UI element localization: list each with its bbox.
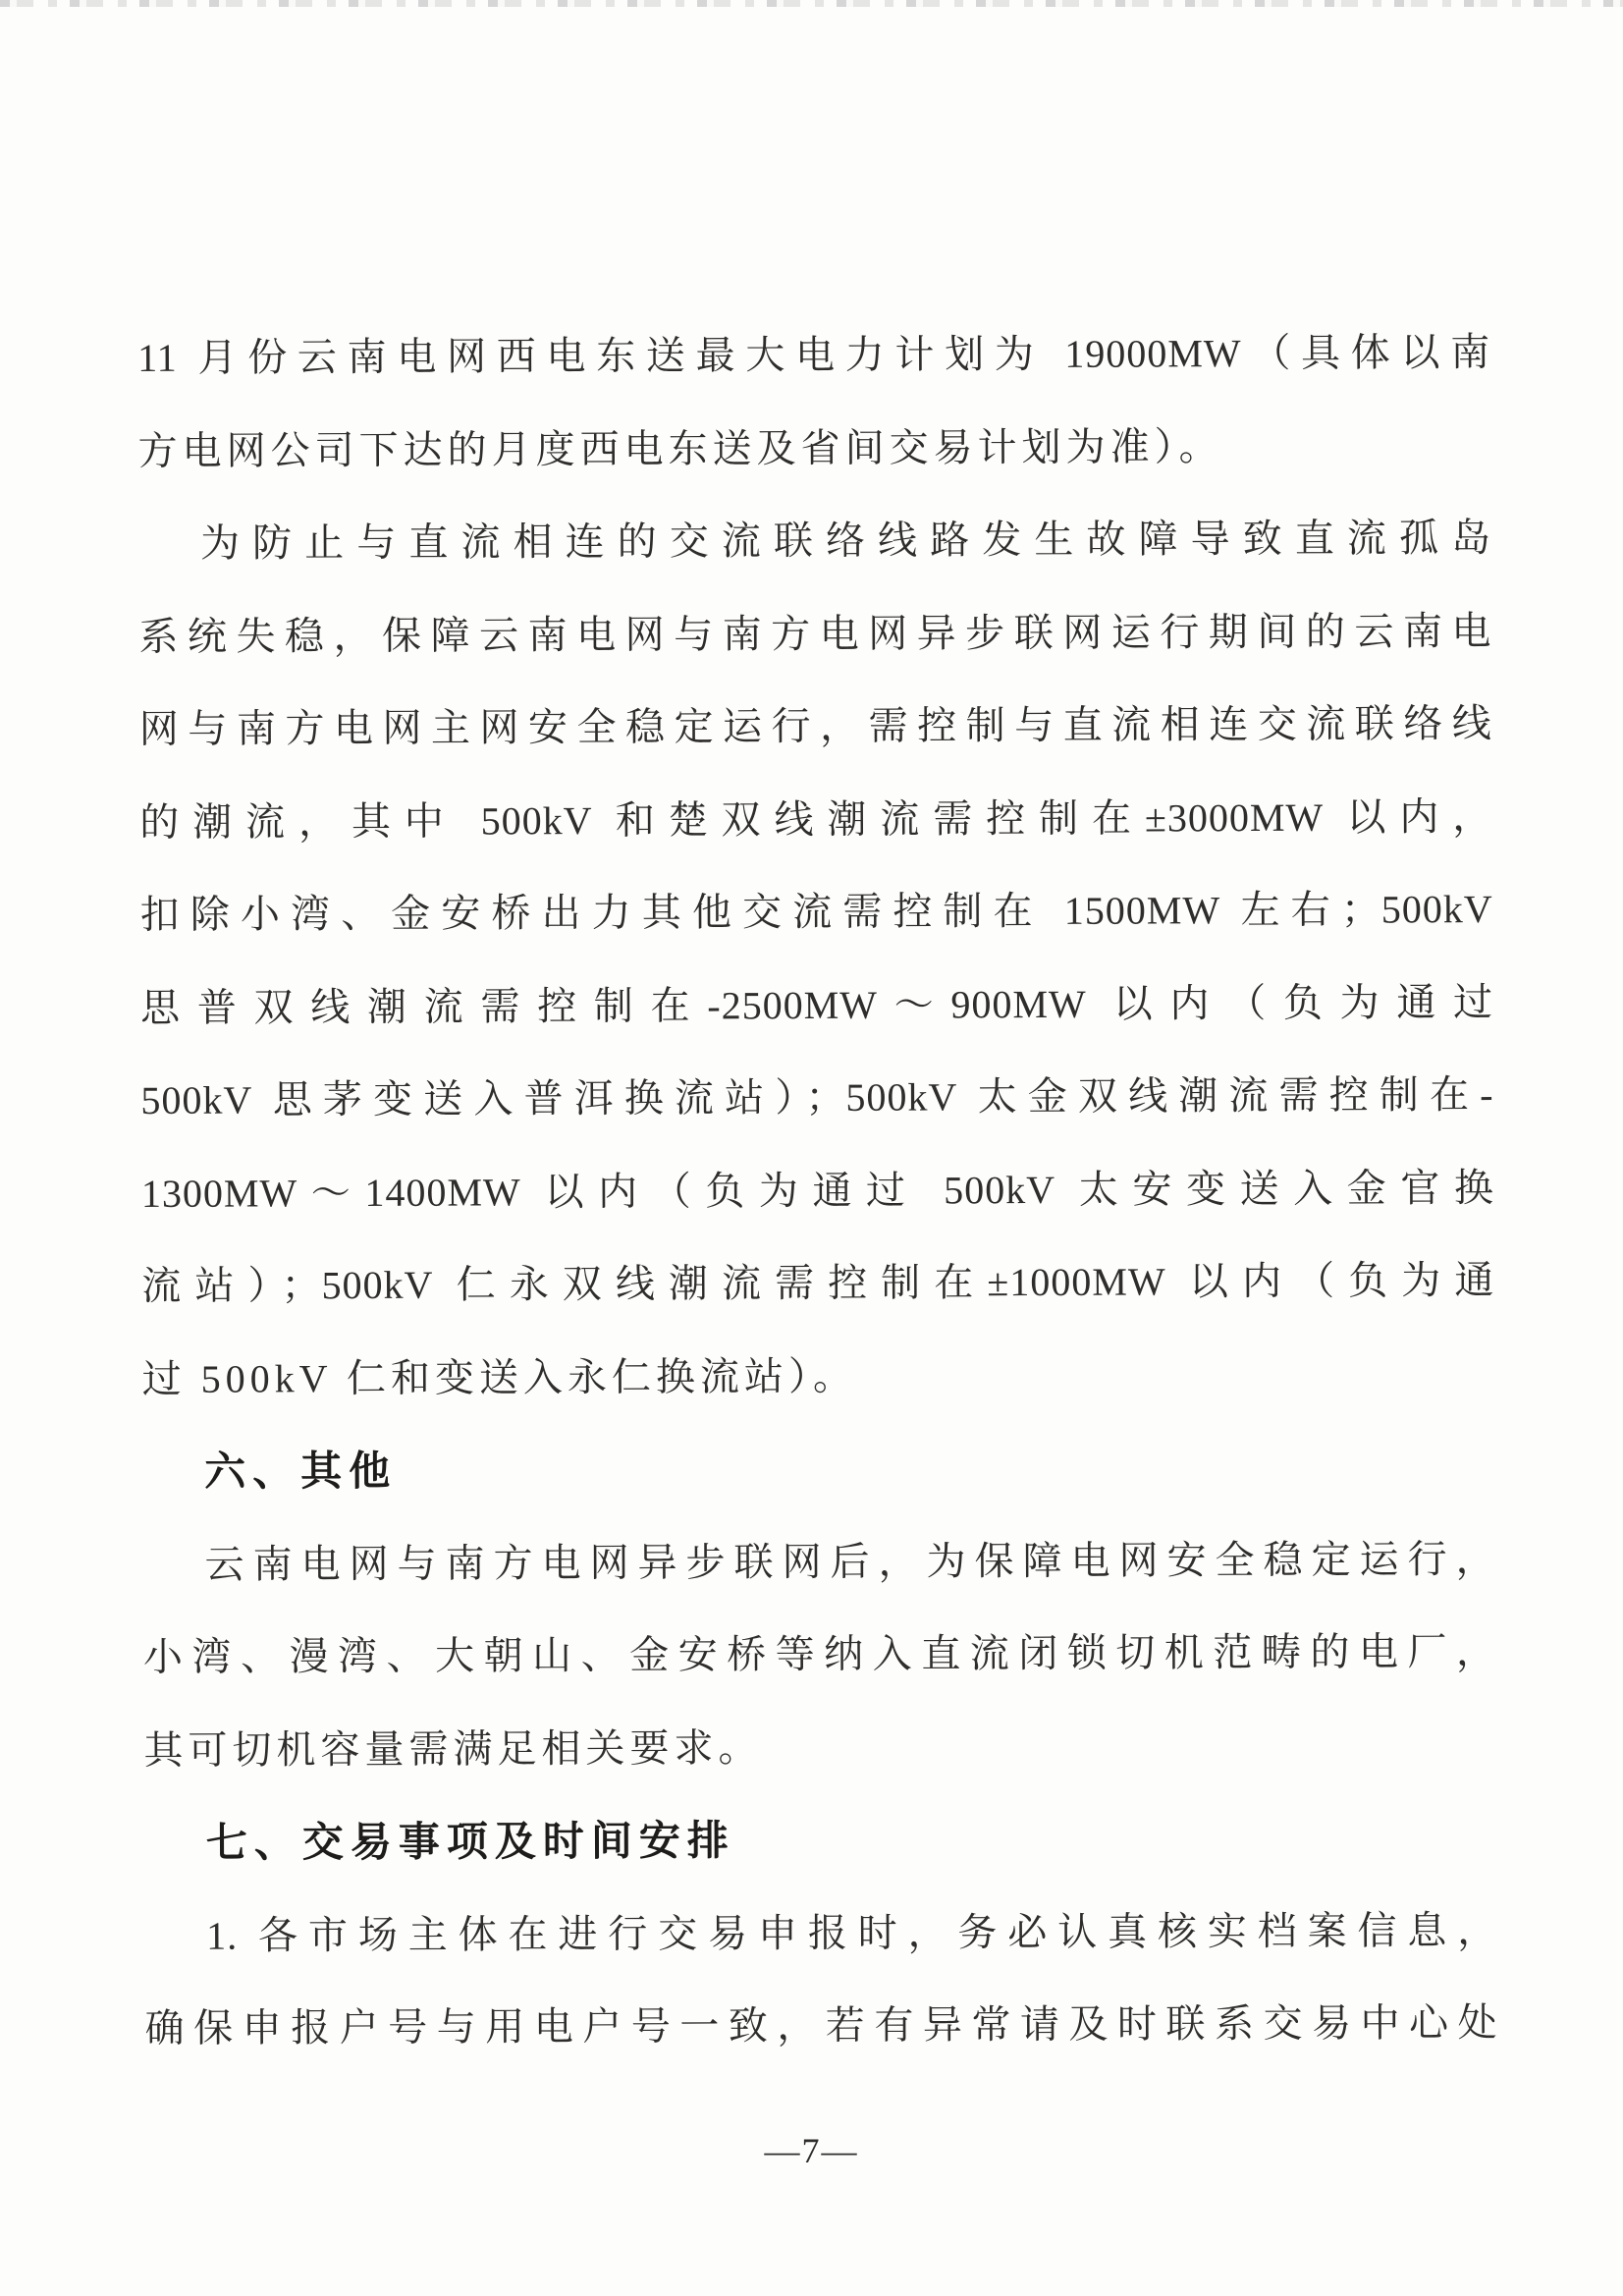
section-heading: 七、交易事项及时间安排: [205, 1817, 735, 1866]
text-line: 其可切机容量需满足相关要求。: [143, 1724, 763, 1773]
text-line: 网与南方电网主网安全稳定运行，需控制与直流相连交流联络线: [138, 700, 1492, 751]
text-line: 扣除小湾、金安桥出力其他交流需控制在 1500MW 左右；500kV: [139, 886, 1493, 937]
text-line: 过 500kV 仁和变送入永仁换流站）。: [141, 1353, 858, 1401]
text-line: 方电网公司下达的月度西电东送及省间交易计划为准）。: [137, 423, 1223, 473]
text-line: 的潮流，其中 500kV 和楚双线潮流需控制在±3000MW 以内，: [139, 793, 1493, 845]
text-line: 11 月份云南电网西电东送最大电力计划为 19000MW（具体以南: [137, 329, 1491, 380]
text-line: 云南电网与南方电网异步联网后，为保障电网安全稳定运行，: [204, 1536, 1496, 1587]
text-line: 思普双线潮流需控制在-2500MW～900MW 以内（负为通过: [139, 979, 1494, 1030]
text-line: 确保申报户号与用电户号一致，若有异常请及时联系交易中心处: [144, 1999, 1498, 2050]
page-number: —7—: [764, 2131, 859, 2170]
text-line: 500kV 思茅变送入普洱换流站）；500kV 太金双线潮流需控制在-: [140, 1071, 1494, 1122]
text-line: 流站）；500kV 仁永双线潮流需控制在±1000MW 以内（负为通: [141, 1257, 1495, 1308]
text-line: 为防止与直流相连的交流联络线路发生故障导致直流孤岛: [199, 515, 1492, 566]
section-heading: 六、其他: [204, 1447, 398, 1495]
text-line: 1300MW～1400MW 以内（负为通过 500kV 太安变送入金官换: [140, 1165, 1494, 1216]
document-body: [137, 306, 1498, 2075]
text-line: 小湾、漫湾、大朝山、金安桥等纳入直流闭锁切机范畴的电厂，: [142, 1628, 1497, 1679]
text-line: 系统失稳，保障云南电网与南方电网异步联网运行期间的云南电: [138, 608, 1492, 659]
text-line: 1. 各市场主体在进行交易申报时，务必认真核实档案信息，: [206, 1907, 1498, 1958]
scan-artifact-top-edge: [0, 0, 1623, 7]
